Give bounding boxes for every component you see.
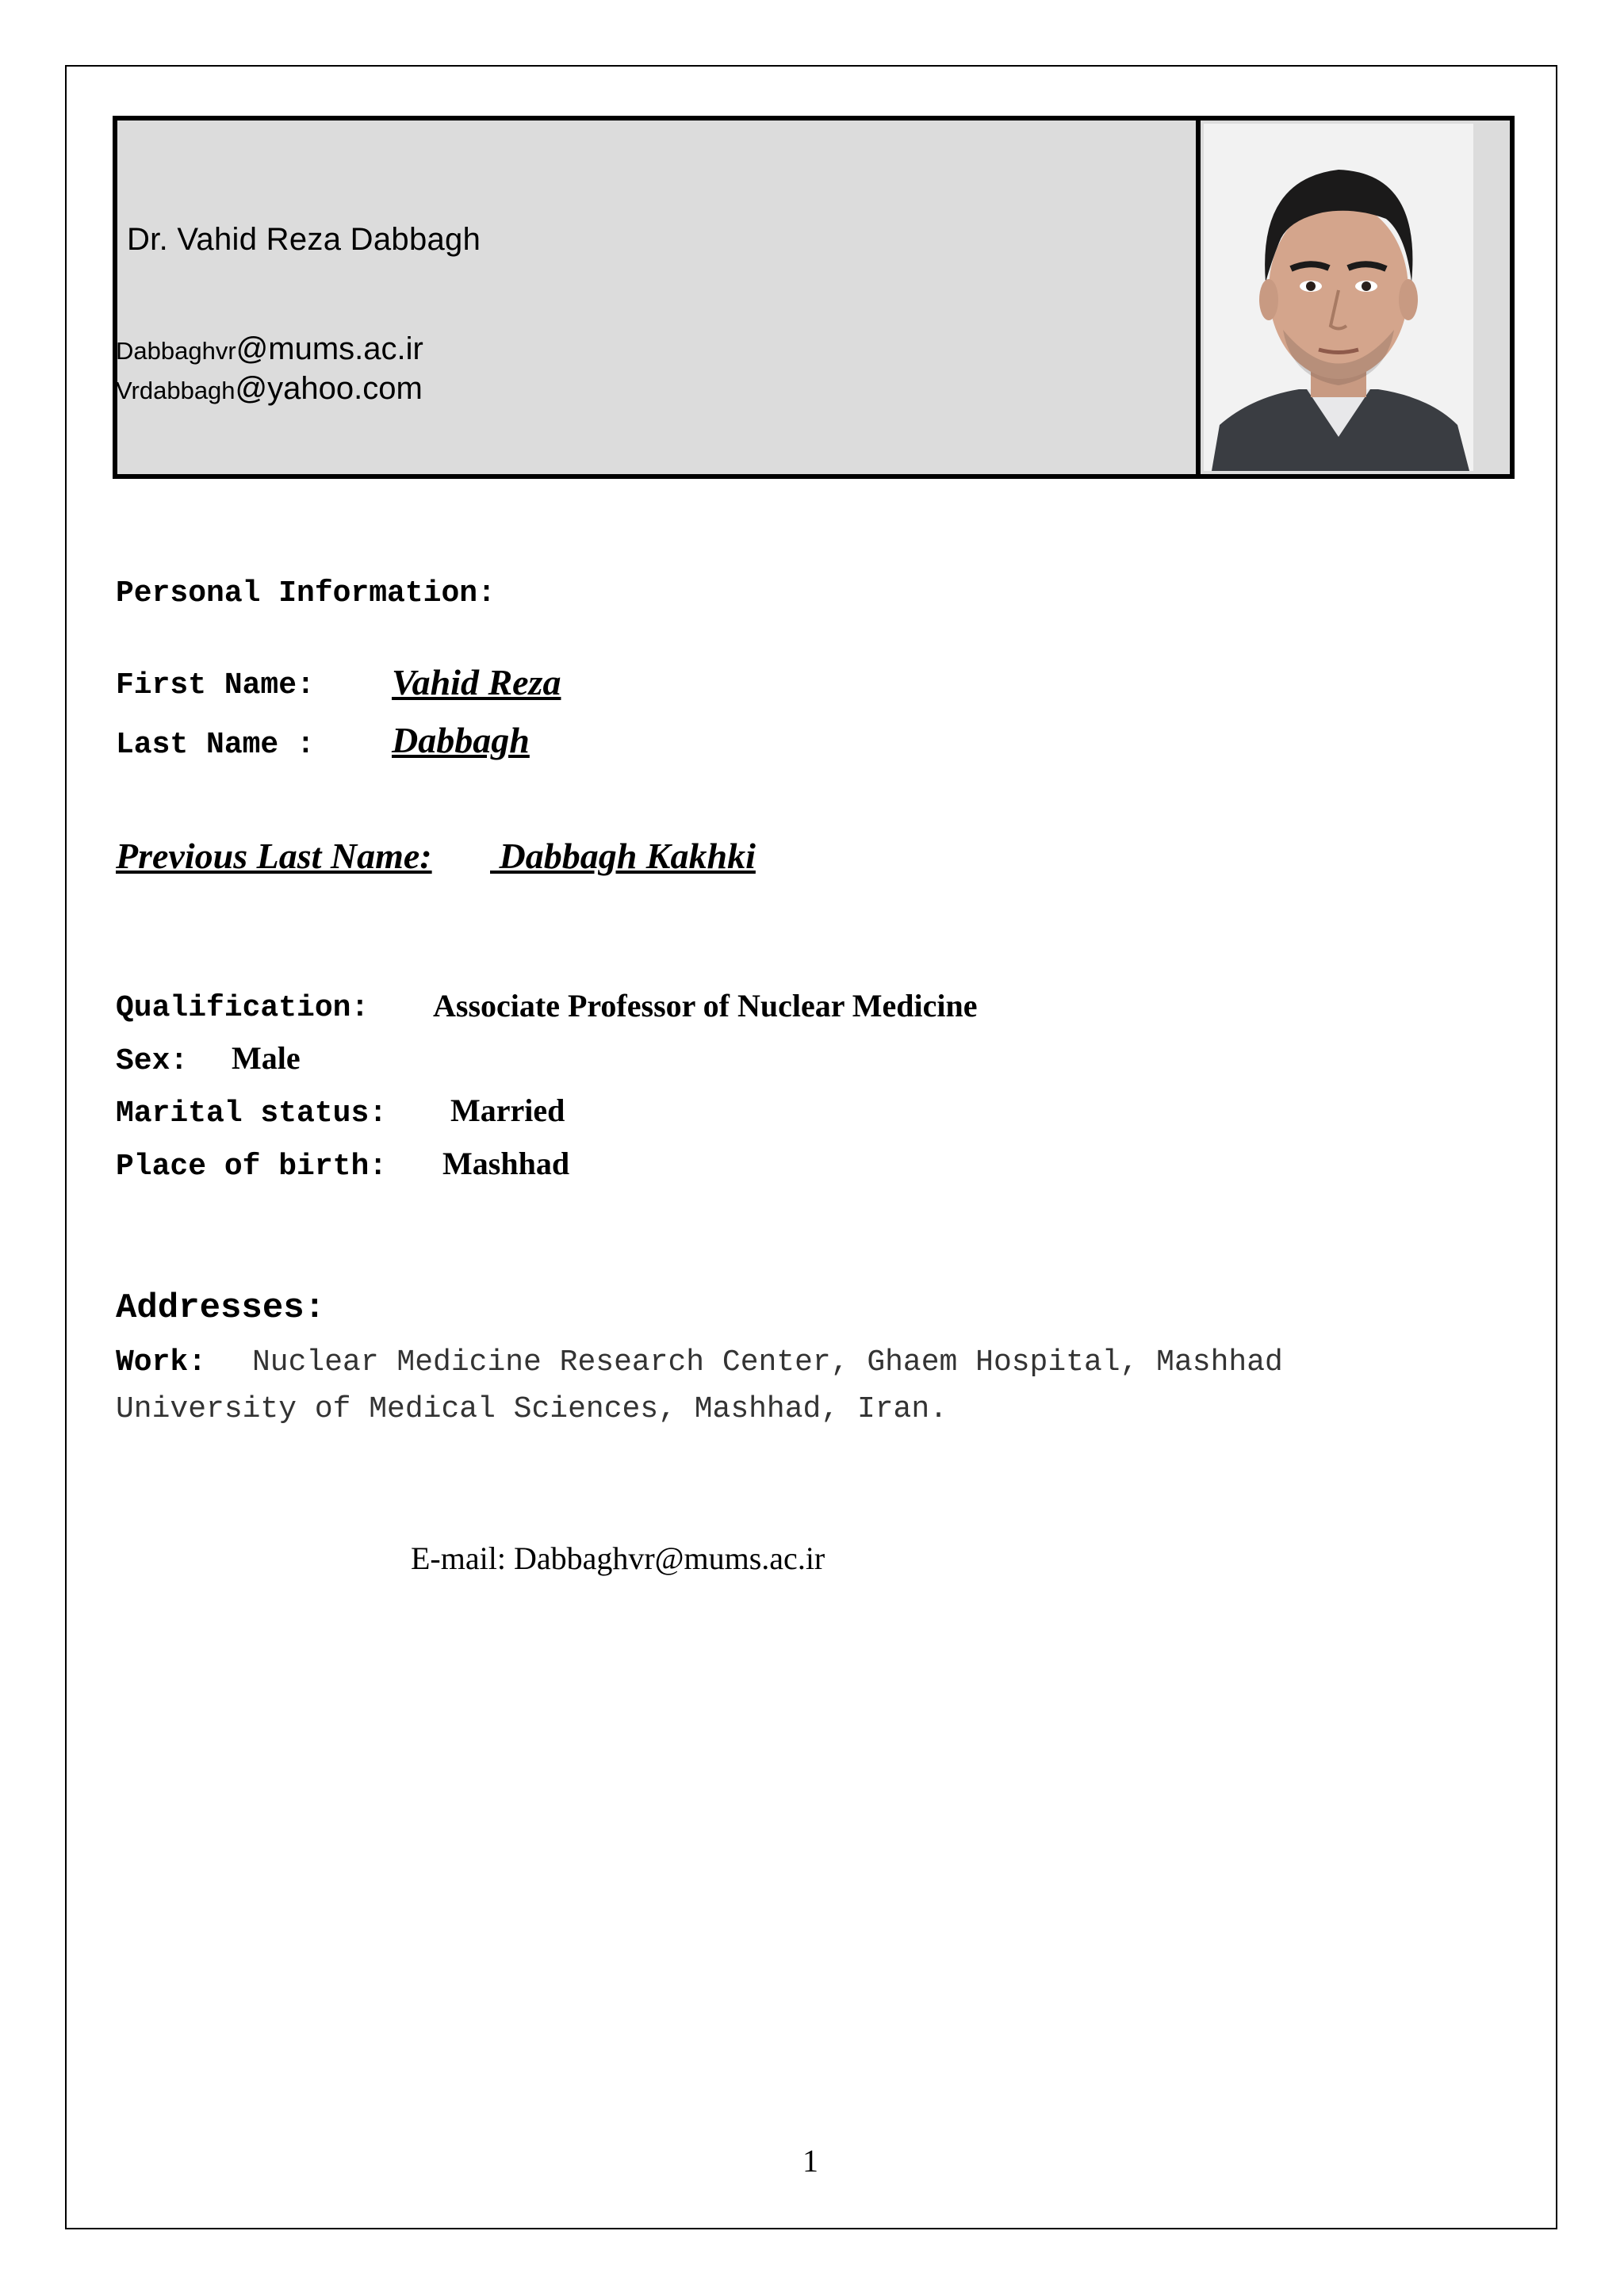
header-email-1[interactable] (116, 331, 423, 367)
marital-status-value: Married (450, 1093, 565, 1128)
profile-photo (1204, 124, 1473, 471)
previous-last-name-label: Previous Last Name: (116, 836, 432, 876)
contact-email[interactable]: E-mail: Dabbaghvr@mums.ac.ir (411, 1540, 825, 1576)
previous-last-name-value: Dabbagh Kakhki (490, 836, 756, 876)
first-name-value: Vahid Reza (392, 662, 561, 702)
photo-divider (1196, 116, 1201, 479)
email-user: Dabbaghvr (116, 337, 236, 365)
place-of-birth-label: Place of birth: (116, 1150, 388, 1184)
email-domain: @yahoo.com (235, 371, 423, 406)
addresses-heading: Addresses: (116, 1288, 326, 1328)
place-of-birth-value: Mashhad (442, 1146, 570, 1181)
qualification-label: Qualification: (116, 991, 370, 1025)
work-address-line-1: Nuclear Medicine Research Center, Ghaem Hospital, Mashhad (252, 1345, 1283, 1380)
last-name-label: Last Name : (116, 728, 315, 762)
work-label: Work: (116, 1345, 207, 1380)
work-address-line-2: University of Medical Sciences, Mashhad, Iran. (116, 1392, 948, 1426)
first-name-label: First Name: (116, 668, 315, 702)
header-email-2[interactable] (116, 371, 423, 407)
personal-info-heading: Personal Information: (116, 576, 496, 610)
header-name: Dr. Vahid Reza Dabbagh (127, 222, 481, 257)
qualification-value: Associate Professor of Nuclear Medicine (433, 988, 978, 1024)
email-domain: @mums.ac.ir (236, 331, 423, 366)
portrait-illustration (1204, 124, 1473, 471)
marital-status-label: Marital status: (116, 1096, 388, 1131)
page-number: 1 (802, 2143, 818, 2179)
last-name-value: Dabbagh (392, 720, 530, 760)
sex-value: Male (232, 1040, 301, 1076)
sex-label: Sex: (116, 1044, 189, 1078)
email-user: Vrdabbagh (116, 377, 236, 404)
